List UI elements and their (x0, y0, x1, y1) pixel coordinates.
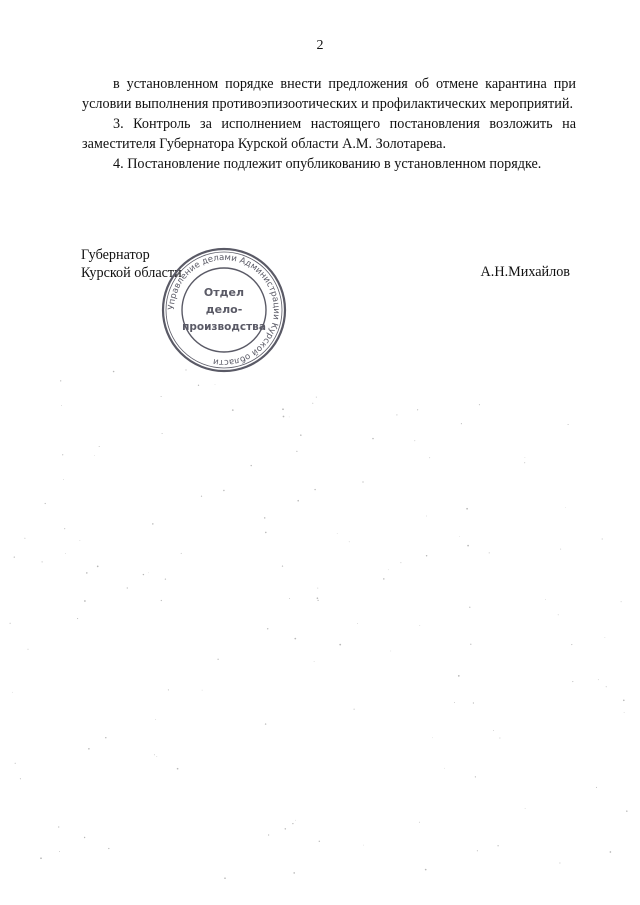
scan-speck (493, 730, 494, 731)
scan-speck (63, 479, 64, 480)
scan-speck (294, 638, 296, 640)
scan-speck (296, 451, 297, 452)
scan-speck (40, 857, 42, 859)
scan-speck (65, 553, 66, 554)
scan-speck (396, 414, 397, 415)
scan-speck (58, 826, 59, 827)
scan-speck (621, 601, 622, 602)
scan-speck (499, 738, 500, 739)
scan-speck (357, 623, 358, 624)
scan-speck (390, 651, 391, 652)
scan-speck (362, 481, 363, 482)
scan-speck (417, 409, 418, 410)
scan-speck (602, 538, 603, 539)
scan-speck (24, 538, 25, 539)
scan-speck (314, 489, 315, 490)
scan-speck (84, 837, 85, 838)
official-stamp-seal (160, 246, 288, 374)
scan-speck (152, 523, 154, 525)
scan-speck (372, 438, 373, 439)
scan-speck (610, 851, 612, 853)
scan-speck (156, 756, 157, 757)
scan-speck (28, 649, 29, 650)
scan-speck (20, 778, 21, 779)
scan-speck (349, 541, 350, 542)
scan-speck (282, 408, 284, 410)
scan-speck (297, 500, 299, 502)
scan-speck (425, 869, 427, 871)
scan-speck (477, 850, 478, 851)
stamp-center-line3: производства (182, 321, 266, 333)
scan-speck (168, 689, 169, 690)
paragraph-item-4: 4. Постановление подлежит опубликованию в установленном порядке. (113, 156, 542, 172)
scan-speck (596, 787, 597, 788)
scan-speck (201, 496, 202, 497)
scan-speck (312, 403, 313, 404)
scan-speck (105, 737, 106, 738)
scan-speck (624, 712, 625, 713)
scan-speck (62, 454, 63, 455)
scan-speck (289, 598, 290, 599)
scan-speck (560, 549, 561, 550)
scan-speck (285, 828, 286, 829)
scan-speck (388, 569, 389, 570)
scan-speck (64, 528, 65, 529)
scan-speck (623, 700, 625, 702)
scan-speck (479, 404, 480, 405)
scan-speck (143, 574, 144, 575)
signer-name: А.Н.Михайлов (480, 264, 570, 280)
scan-speck (337, 533, 338, 534)
scan-speck (419, 822, 420, 823)
scan-speck (217, 659, 218, 660)
scan-speck (316, 397, 317, 398)
scan-speck (181, 553, 182, 554)
scan-speck (470, 644, 471, 645)
scan-speck (606, 686, 607, 687)
scan-speck (232, 409, 234, 411)
scan-speck (565, 507, 566, 508)
scan-speck (15, 763, 16, 764)
scan-speck (558, 614, 559, 615)
scan-speck (626, 810, 628, 812)
scan-speck (568, 424, 569, 425)
scan-speck (458, 675, 460, 677)
scan-speck (127, 587, 128, 588)
scan-speck (88, 748, 90, 750)
scan-speck (497, 845, 498, 846)
scan-speck (317, 588, 318, 589)
paragraph-continuation: в установленном порядке внести предложения об отмене карантина при условии выполнения противоэпизоотических и профилактических мероприятий. (82, 76, 576, 112)
scan-speck (154, 754, 155, 755)
scan-speck (161, 396, 162, 397)
scan-speck (571, 644, 572, 645)
scan-speck (444, 768, 445, 769)
scan-speck (198, 385, 199, 386)
scan-speck (525, 457, 526, 458)
scan-speck (251, 465, 252, 466)
scan-speck (559, 862, 560, 863)
scan-speck (317, 597, 319, 599)
scan-speck (282, 565, 283, 566)
scan-speck (545, 599, 546, 600)
scan-speck (94, 455, 95, 456)
scan-speck (383, 578, 385, 580)
scan-speck (80, 540, 81, 541)
scan-speck (295, 820, 296, 821)
scan-speck (524, 462, 525, 463)
scan-speck (466, 508, 468, 510)
scan-speck (60, 380, 61, 381)
scan-speck (59, 851, 60, 852)
stamp-center-line2: дело- (205, 303, 243, 316)
scan-speck (265, 532, 267, 534)
scan-speck (99, 446, 100, 447)
scan-speck (314, 661, 315, 662)
scan-speck (177, 768, 179, 770)
paragraph-item-3: 3. Контроль за исполнением настоящего постановления возложить на заместителя Губернатора Курской области А.М. Золотарева. (82, 116, 576, 152)
scan-speck (426, 555, 427, 556)
scan-speck (317, 600, 318, 601)
stamp-ring-text: Управление делами Администрации Курской области (166, 252, 282, 368)
scan-speck (363, 845, 364, 846)
scan-speck (223, 490, 224, 491)
scan-speck (224, 877, 226, 879)
page-number: 2 (316, 38, 324, 53)
scan-speck (469, 607, 470, 608)
scan-speck (459, 536, 460, 537)
scan-speck (12, 692, 13, 693)
scan-speck (489, 552, 490, 553)
scan-speck (10, 623, 11, 624)
scan-speck (267, 628, 268, 629)
signer-title-line2: Курской области (81, 265, 182, 281)
document-body (82, 74, 576, 174)
scan-speck (86, 572, 88, 574)
scan-speck (108, 848, 109, 849)
scan-speck (454, 702, 455, 703)
scan-speck (14, 556, 15, 557)
scan-speck (419, 625, 420, 626)
scan-speck (473, 702, 474, 703)
scan-speck (605, 637, 606, 638)
scan-speck (283, 416, 285, 418)
scan-speck (264, 517, 266, 519)
scan-speck (113, 371, 115, 373)
scan-speck (268, 834, 269, 835)
scan-speck (202, 690, 203, 691)
scan-speck (300, 434, 302, 436)
scan-speck (77, 618, 78, 619)
stamp-center-line1: Отдел (203, 286, 245, 299)
scan-speck (165, 578, 166, 579)
scan-speck (432, 737, 433, 738)
scan-speck (215, 384, 216, 385)
signer-title-line1: Губернатор (81, 247, 150, 263)
scan-speck (293, 872, 295, 874)
scan-speck (319, 841, 320, 842)
scan-speck (148, 572, 149, 573)
scan-speck (265, 723, 266, 724)
scan-speck (429, 457, 430, 458)
scan-speck (426, 516, 427, 517)
scan-speck (97, 566, 99, 568)
scan-speck (161, 600, 162, 601)
scan-speck (572, 681, 573, 682)
scan-speck (45, 503, 46, 504)
scan-speck (598, 679, 599, 680)
scan-speck (61, 405, 62, 406)
scan-speck (354, 709, 355, 710)
scan-speck (467, 545, 469, 547)
scan-speck (289, 417, 290, 418)
scan-speck (414, 440, 415, 441)
scan-speck (42, 561, 43, 562)
scan-speck (400, 562, 401, 563)
scan-speck (162, 433, 163, 434)
scan-speck (84, 600, 86, 602)
scan-speck (525, 808, 526, 809)
scan-speck (339, 644, 341, 646)
scan-speck (461, 423, 462, 424)
scan-speck (155, 719, 156, 720)
scan-speck (475, 776, 476, 777)
scan-speck (292, 823, 293, 824)
